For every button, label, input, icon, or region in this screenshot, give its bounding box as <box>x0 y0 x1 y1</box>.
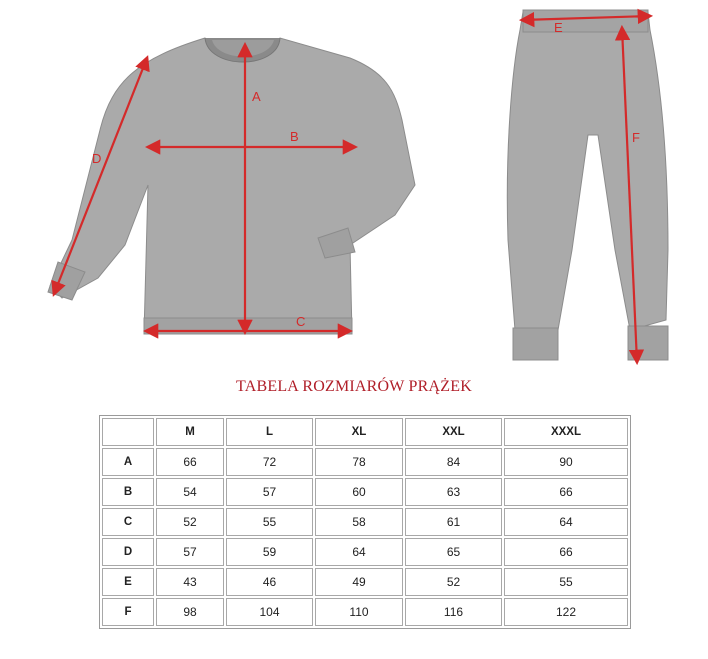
table-title: TABELA ROZMIARÓW PRĄŻEK <box>236 378 472 395</box>
pants-shape <box>507 10 668 360</box>
sweater-shape <box>48 38 415 334</box>
header-cell-xl: XL <box>315 418 403 446</box>
table-cell: 64 <box>315 538 403 566</box>
table-cell: 72 <box>226 448 313 476</box>
table-cell: 65 <box>405 538 502 566</box>
table-cell: 54 <box>156 478 224 506</box>
table-cell: 49 <box>315 568 403 596</box>
table-cell: 52 <box>405 568 502 596</box>
table-cell: 66 <box>504 538 628 566</box>
table-cell: 110 <box>315 598 403 626</box>
label-d: D <box>92 151 102 166</box>
table-row <box>102 538 628 566</box>
table-row <box>102 598 628 626</box>
table-cell: 66 <box>504 478 628 506</box>
table-cell: 58 <box>315 508 403 536</box>
table-cell: 78 <box>315 448 403 476</box>
row-label: D <box>102 538 154 566</box>
table-cell: 98 <box>156 598 224 626</box>
table-row <box>102 568 628 596</box>
table-cell: 46 <box>226 568 313 596</box>
table-cell: 57 <box>156 538 224 566</box>
table-cell: 90 <box>504 448 628 476</box>
table-corner-cell <box>102 418 154 446</box>
row-label: A <box>102 448 154 476</box>
table-cell: 66 <box>156 448 224 476</box>
table-cell: 116 <box>405 598 502 626</box>
table-cell: 57 <box>226 478 313 506</box>
row-label: E <box>102 568 154 596</box>
table-cell: 43 <box>156 568 224 596</box>
table-cell: 61 <box>405 508 502 536</box>
table-cell: 59 <box>226 538 313 566</box>
table-cell: 104 <box>226 598 313 626</box>
table-cell: 60 <box>315 478 403 506</box>
header-cell-xxxl: XXXL <box>504 418 628 446</box>
row-label: C <box>102 508 154 536</box>
table-cell: 84 <box>405 448 502 476</box>
header-cell-xxl: XXL <box>405 418 502 446</box>
header-cell-m: M <box>156 418 224 446</box>
table-cell: 63 <box>405 478 502 506</box>
table-row <box>102 478 628 506</box>
row-label: B <box>102 478 154 506</box>
table-cell: 122 <box>504 598 628 626</box>
table-cell: 55 <box>504 568 628 596</box>
row-label: F <box>102 598 154 626</box>
table-row <box>102 448 628 476</box>
label-b: B <box>290 129 299 144</box>
table-header-row <box>102 418 628 446</box>
table-row <box>102 508 628 536</box>
size-table <box>99 415 631 629</box>
label-a: A <box>252 89 261 104</box>
table-cell: 55 <box>226 508 313 536</box>
label-f: F <box>632 130 640 145</box>
label-e: E <box>554 20 563 35</box>
header-cell-l: L <box>226 418 313 446</box>
table-cell: 52 <box>156 508 224 536</box>
table-cell: 64 <box>504 508 628 536</box>
label-c: C <box>296 314 306 329</box>
